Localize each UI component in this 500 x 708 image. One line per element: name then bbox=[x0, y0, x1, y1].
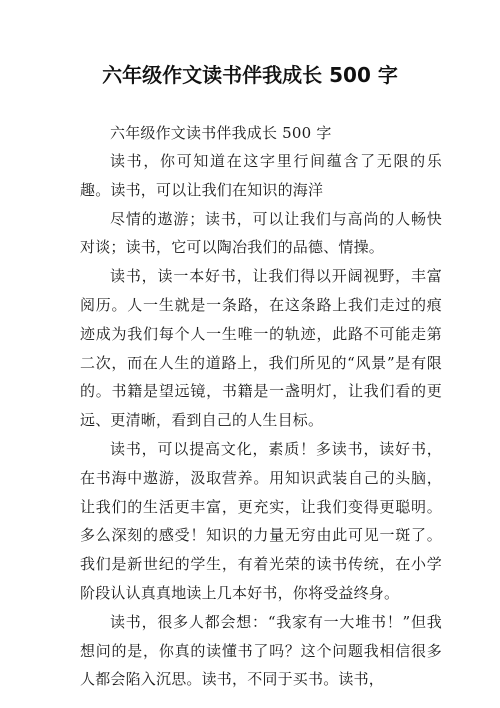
paragraph: 读书，你可知道在这字里行间蕴含了无限的乐趣。读书，可以让我们在知识的海洋 bbox=[80, 152, 442, 199]
document-body bbox=[80, 120, 442, 694]
paragraph: 读书，可以提高文化，素质！多读书，读好书，在书海中遨游，汲取营养。用知识武装自己的头脑，让我们的生活更丰富，更充实，让我们变得更聪明。多么深刻的感受！知识的力量无穷由此可见一斑了。我们是新世纪的学生，有着光荣的读书传统，在小学阶段认认真真地读上几本好书，你将受益终身。 bbox=[80, 439, 442, 602]
document-title: 六年级作文读书伴我成长 500 字 bbox=[102, 63, 398, 87]
paragraph: 读书，很多人都会想：“我家有一大堆书！”但我想问的是，你真的读懂书了吗？这个问题我相信很多人都会陷入沉思。读书，不同于买书。读书， bbox=[80, 612, 442, 689]
paragraph-subtitle: 六年级作文读书伴我成长 500 字 bbox=[110, 124, 332, 142]
paragraph: 尽情的遨游；读书，可以让我们与高尚的人畅快对谈；读书，它可以陶冶我们的品德、情操。 bbox=[80, 209, 442, 257]
paragraph: 读书，读一本好书，让我们得以开阔视野，丰富阅历。人一生就是一条路，在这条路上我们走过的痕迹成为我们每个人一生唯一的轨迹，此路不可能走第二次，而在人生的道路上，我们所见的“风景”是有限的。书籍是望远镜，书籍是一盏明灯，让我们看的更远、更清晰，看到自己的人生目标。 bbox=[80, 267, 442, 430]
